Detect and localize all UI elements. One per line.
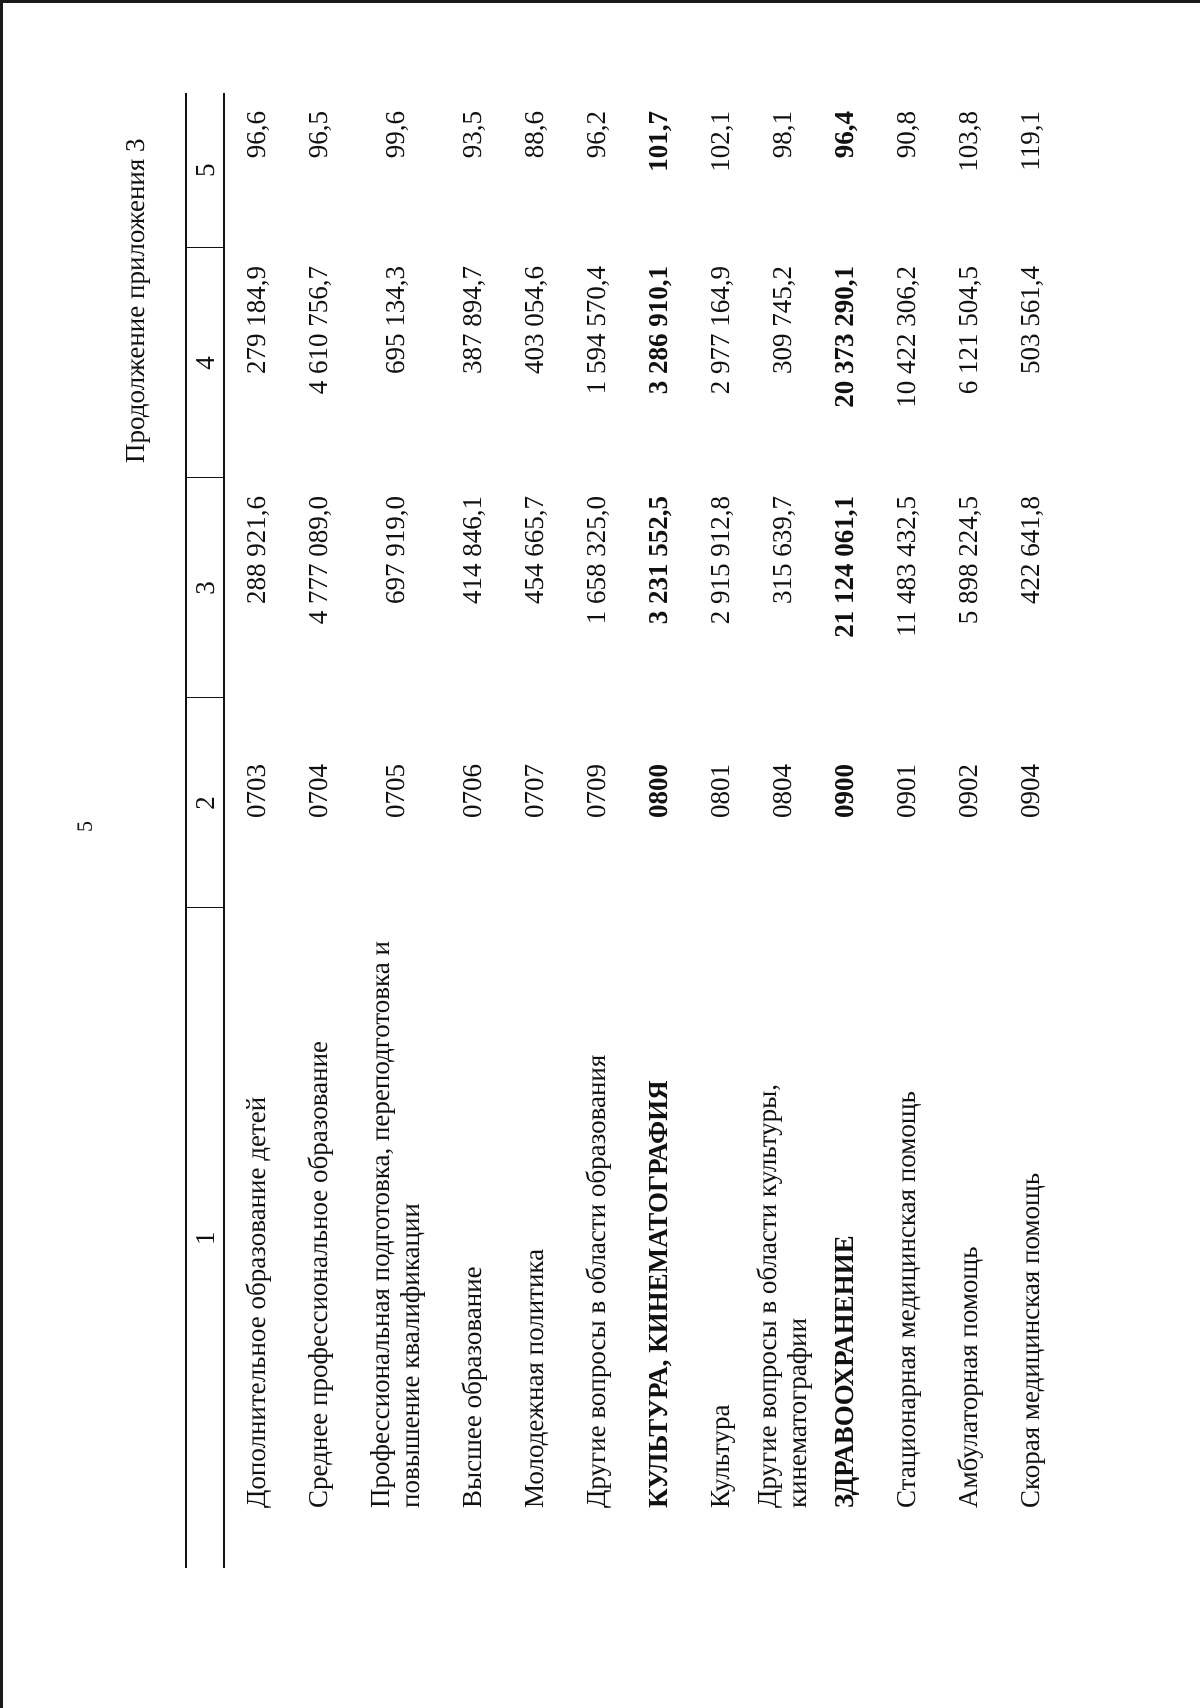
row-value-4: 403 054,6 [519,266,549,374]
row-code: 0706 [457,764,487,818]
row-value-5: 99,6 [380,111,410,159]
row-value-3: 5 898 224,5 [953,496,983,625]
row-name: Амбулаторная помощь [953,1246,983,1508]
row-code: 0901 [891,764,921,818]
row-value-5: 101,7 [643,111,673,172]
row-value-3: 11 483 432,5 [891,496,921,637]
table-row [937,93,999,1568]
table-row [689,93,751,1568]
header-col-1: 1 [186,908,224,1568]
row-value-5: 119,1 [1015,111,1045,171]
row-value-5: 102,1 [705,111,735,172]
row-value-5: 98,1 [767,111,797,159]
table-row [224,93,287,1568]
page-number: 5 [72,821,97,832]
row-value-3: 4 777 089,0 [303,496,333,625]
row-value-5: 96,6 [241,111,271,159]
row-code: 0709 [581,764,611,818]
row-value-5: 96,5 [303,111,333,159]
row-code: 0705 [380,764,410,818]
row-code: 0707 [519,764,549,818]
row-name: Стационарная медицинская помощь [891,1091,921,1508]
row-value-4: 3 286 910,1 [643,266,673,395]
row-value-3: 3 231 552,5 [643,496,673,625]
row-code: 0900 [829,764,859,818]
row-name: ЗДРАВООХРАНЕНИЕ [829,1235,859,1508]
row-value-3: 1 658 325,0 [581,496,611,625]
row-value-4: 309 745,2 [767,266,797,374]
row-code: 0704 [303,764,333,818]
row-value-5: 88,6 [519,111,549,159]
row-name: Скорая медицинская помощь [1015,1172,1045,1508]
row-value-5: 96,4 [829,111,859,159]
row-code: 0800 [643,764,673,818]
header-col-2: 2 [186,698,224,908]
row-name: Высшее образование [457,1266,487,1508]
row-name: КУЛЬТУРА, КИНЕМАТОГРАФИЯ [643,1080,673,1508]
row-value-3: 21 124 061,1 [829,496,859,638]
row-name: Молодежная политика [519,1248,549,1508]
row-code: 0904 [1015,764,1045,818]
row-value-3: 414 846,1 [457,496,487,604]
header-col-3: 3 [186,478,224,698]
row-name: Дополнительное образование детей [241,1096,271,1508]
row-value-3: 2 915 912,8 [705,496,735,625]
row-value-3: 454 665,7 [519,496,549,604]
row-value-5: 93,5 [457,111,487,159]
table-row [751,93,813,1568]
row-value-4: 1 594 570,4 [581,266,611,395]
table-row [349,93,441,1568]
row-value-3: 315 639,7 [767,496,797,604]
row-code: 0902 [953,764,983,818]
table-row [627,93,689,1568]
header-row [186,93,224,1568]
row-value-5: 96,2 [581,111,611,159]
table-row [999,93,1061,1568]
row-name: Культура [705,1404,735,1508]
row-code: 0801 [705,764,735,818]
appendix-caption: Продолжение приложения 3 [120,138,150,463]
header-col-5: 5 [186,93,224,248]
row-name: Другие вопросы в области культуры, кинематографии [752,1083,812,1508]
row-name: Среднее профессиональное образование [303,1040,333,1508]
row-value-3: 288 921,6 [241,496,271,604]
row-name: Профессиональная подготовка, переподготовка и повышение квалификации [365,941,425,1508]
row-value-4: 6 121 504,5 [953,266,983,395]
row-value-4: 387 894,7 [457,266,487,374]
row-value-4: 2 977 164,9 [705,266,735,395]
budget-table [185,93,1061,1568]
header-col-4: 4 [186,248,224,478]
row-value-4: 695 134,3 [380,266,410,374]
row-value-4: 503 561,4 [1015,266,1045,374]
row-value-5: 90,8 [891,111,921,159]
row-code: 0804 [767,764,797,818]
table-row [287,93,349,1568]
table-row [441,93,503,1568]
table-row [813,93,875,1568]
row-name: Другие вопросы в области образования [581,1054,611,1508]
row-code: 0703 [241,764,271,818]
row-value-4: 4 610 756,7 [303,266,333,395]
row-value-4: 10 422 306,2 [891,266,921,408]
table-row [565,93,627,1568]
table-row [503,93,565,1568]
table-row [875,93,937,1568]
row-value-3: 422 641,8 [1015,496,1045,604]
row-value-4: 279 184,9 [241,266,271,374]
row-value-5: 103,8 [953,111,983,172]
row-value-3: 697 919,0 [380,496,410,604]
row-value-4: 20 373 290,1 [829,266,859,408]
